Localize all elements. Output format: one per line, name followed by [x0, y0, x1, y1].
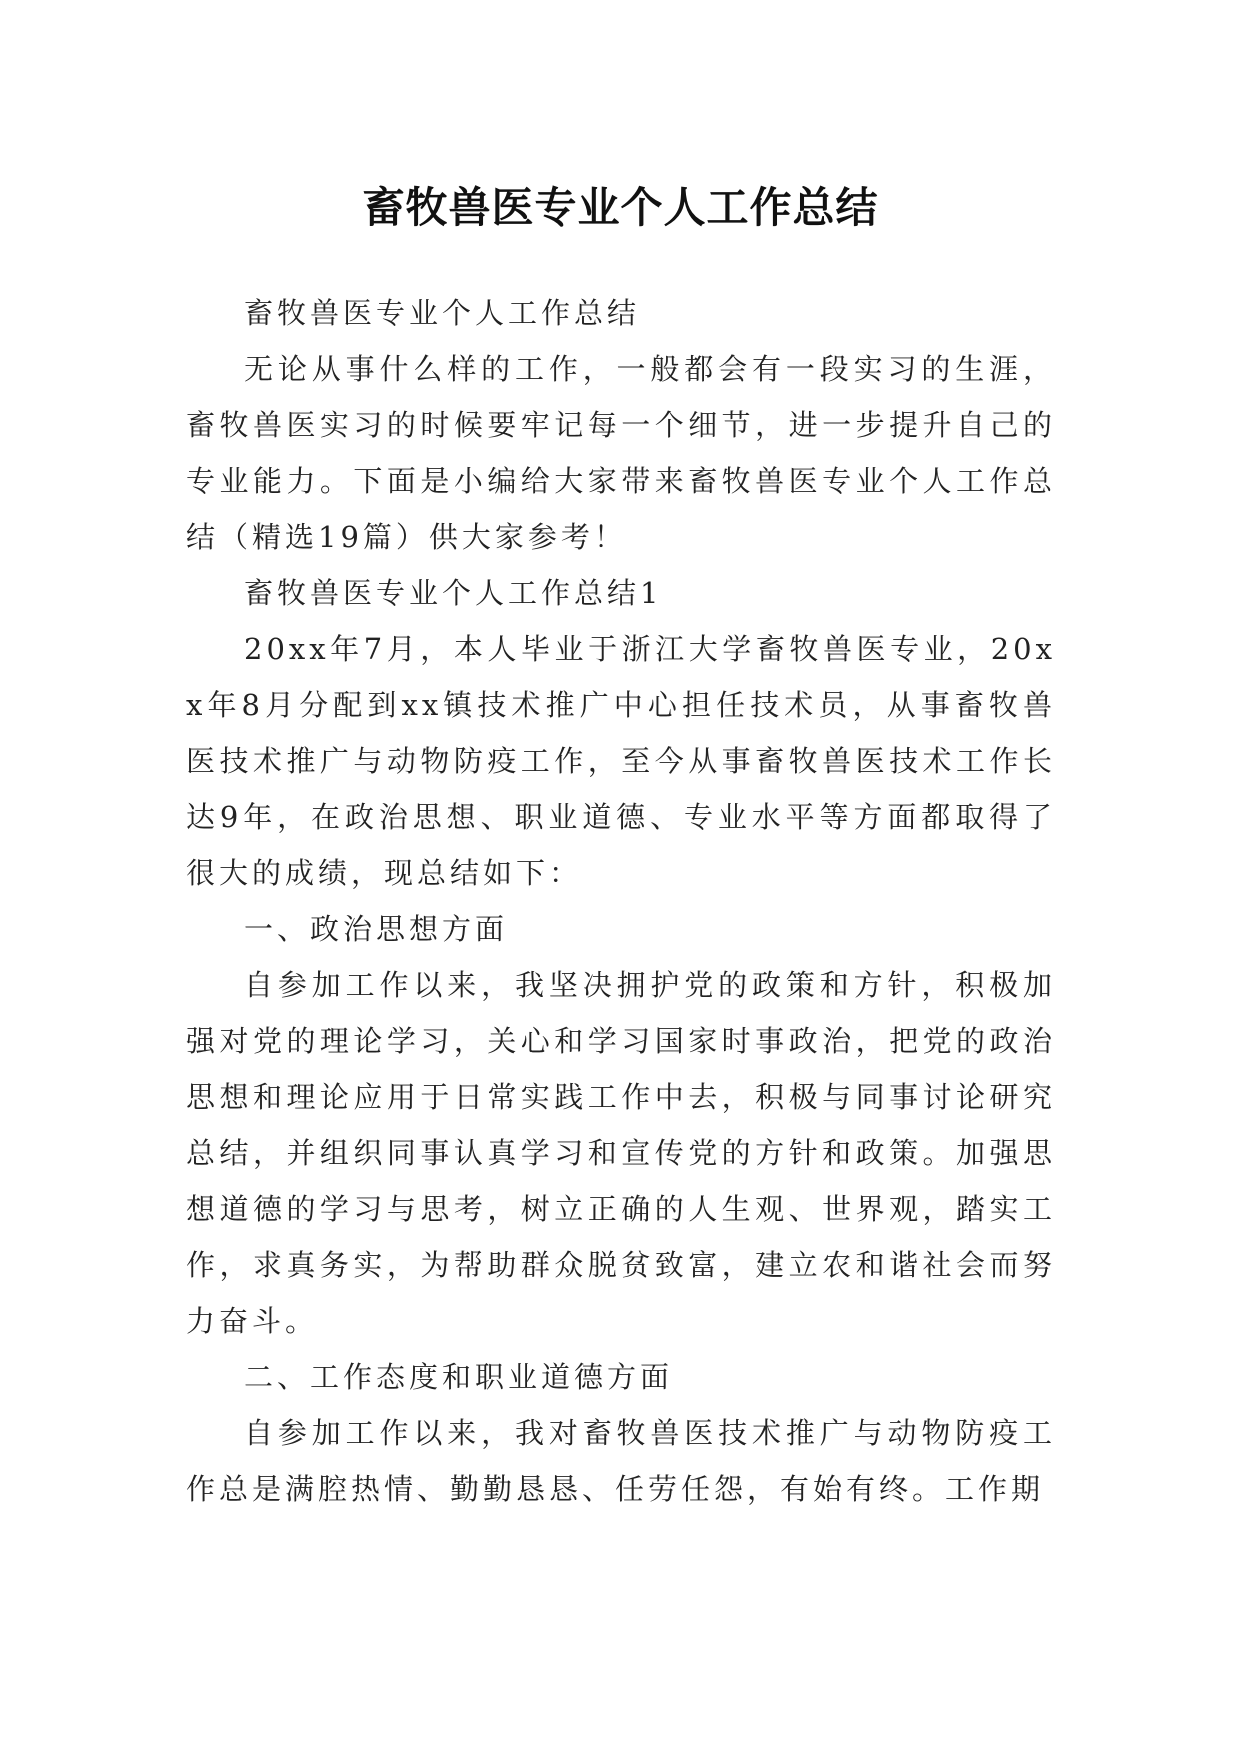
paragraph-heading-political: 一、政治思想方面 — [244, 912, 509, 946]
document-body — [186, 285, 1056, 1517]
paragraph-attitude: 自参加工作以来，我对畜牧兽医技术推广与动物防疫工作总是满腔热情、勤勤恳恳、任劳任怨，有始有终。工作期 — [186, 1416, 1056, 1506]
paragraph-heading-attitude: 二、工作态度和职业道德方面 — [244, 1360, 674, 1394]
paragraph-background: 20xx年7月，本人毕业于浙江大学畜牧兽医专业，20xx年8月分配到xx镇技术推广中心担任技术员，从事畜牧兽医技术推广与动物防疫工作，至今从事畜牧兽医技术工作长达9年，在政治思想、职业道德、专业水平等方面都取得了很大的成绩，现总结如下： — [186, 632, 1056, 890]
paragraph-intro: 无论从事什么样的工作，一般都会有一段实习的生涯，畜牧兽医实习的时候要牢记每一个细节，进一步提升自己的专业能力。下面是小编给大家带来畜牧兽医专业个人工作总结（精选19篇）供大家参考！ — [186, 352, 1056, 554]
paragraph-subtitle: 畜牧兽医专业个人工作总结 — [244, 296, 641, 330]
paragraph-political: 自参加工作以来，我坚决拥护党的政策和方针，积极加强对党的理论学习，关心和学习国家时事政治，把党的政治思想和理论应用于日常实践工作中去，积极与同事讨论研究总结，并组织同事认真学习和宣传党的方针和政策。加强思想道德的学习与思考，树立正确的人生观、世界观，踏实工作，求真务实，为帮助群众脱贫致富，建立农和谐社会而努力奋斗。 — [186, 968, 1056, 1338]
paragraph-section-heading: 畜牧兽医专业个人工作总结1 — [244, 576, 663, 610]
document-title: 畜牧兽医专业个人工作总结 — [362, 183, 879, 233]
